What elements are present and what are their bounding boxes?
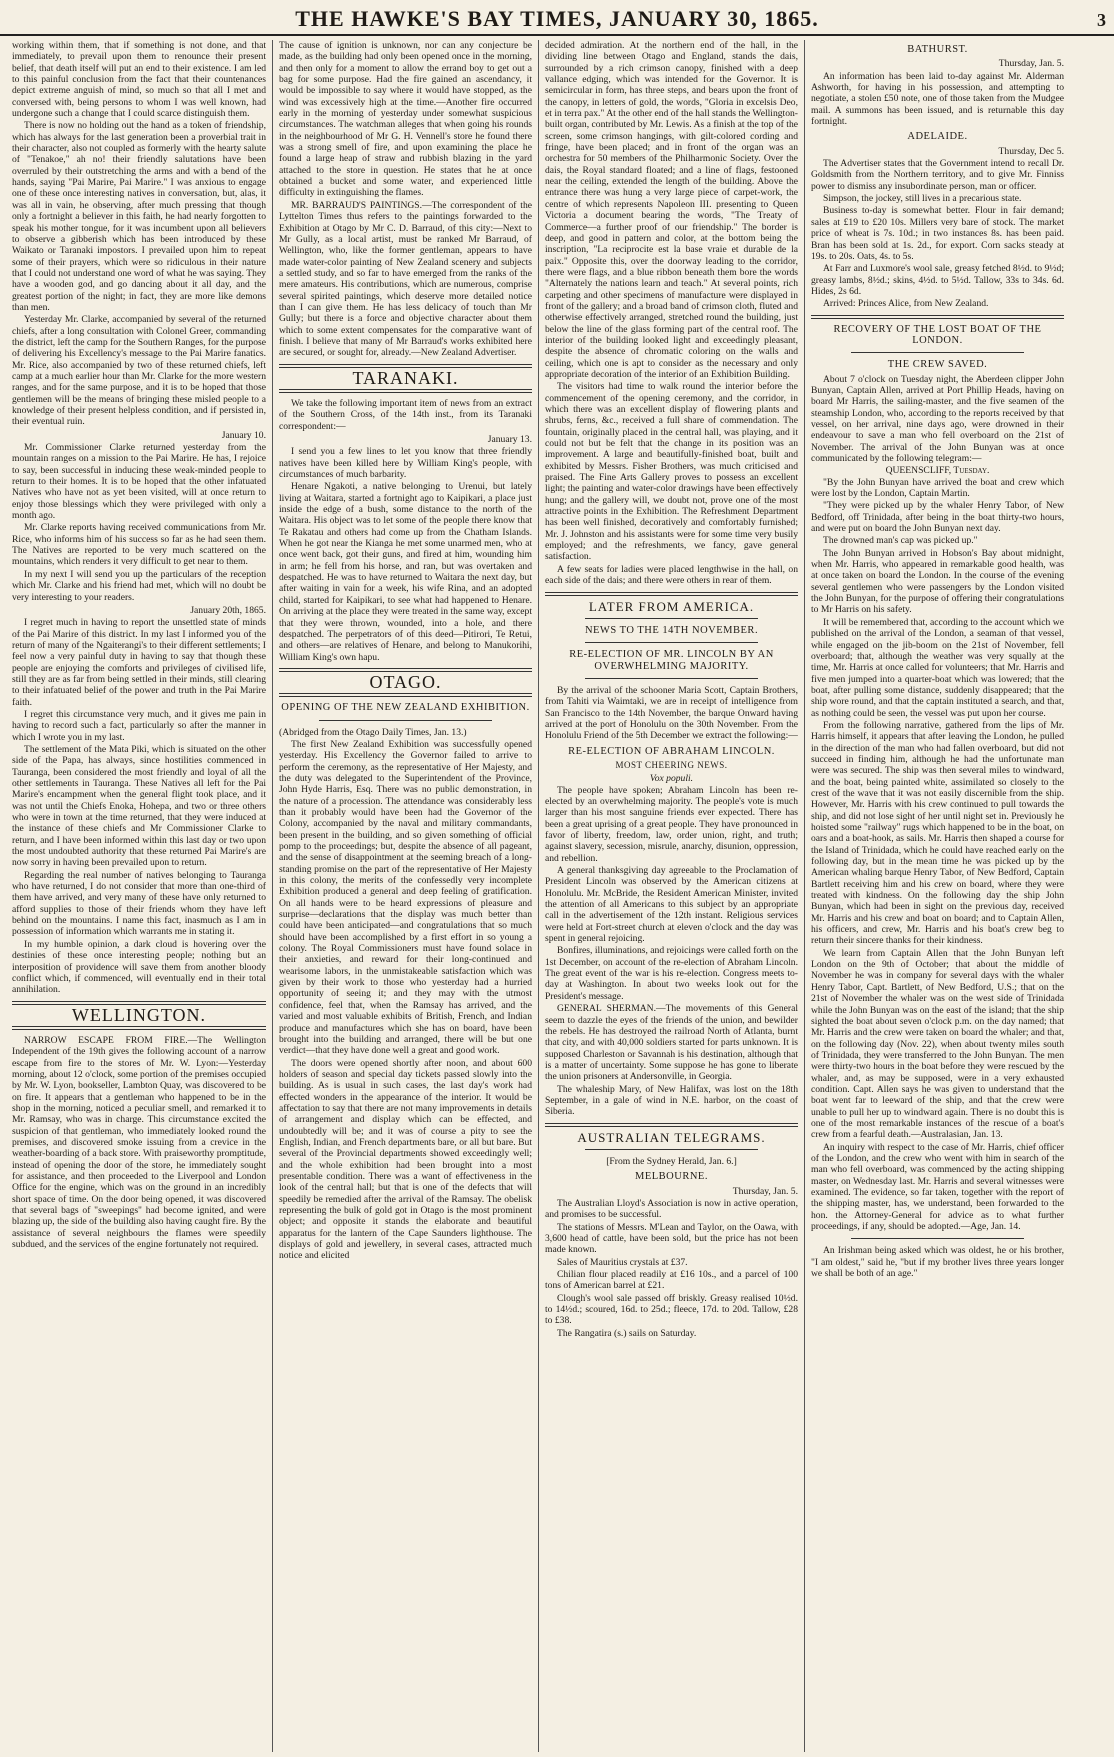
section-heading-america: LATER FROM AMERICA.	[588, 598, 755, 614]
section-divider	[545, 592, 798, 596]
source-note: [From the Sydney Herald, Jan. 6.]	[606, 1155, 737, 1167]
paragraph: Henare Ngakoti, a native belonging to Urenui, but lately living at Waitara, started a fortnight ago to Kaipikari, a place just inside the edge of a bush, some distance to the north of the Waitara. His object was to let some of the people there know that Te Rakatau and others had come up from the Chatham Islands. When he got near the Kianga he met some unarmed men, who at once went back, got their guns, and fired at him, wounding him in arm; he fell from his horse, and ran, but was overtaken and despatched. He was to have returned to Waitara the next day, but after waiting in vain for a week, his wife Rina, and an adopted child, started for Kaipikari, to see what had happened to Henare. On arriving at the place they were treated in the same way, except that they were thrown, wounded, into a hole, and there despatched. The perpetrators of of this deed—Pitirori, Te Retui, and others—are relatives of Henare, and belong to Manukorihi, William King's own hapu.	[279, 481, 532, 663]
dateline: January 20th, 1865.	[190, 604, 266, 616]
article-subheading: RE-ELECTION OF ABRAHAM LINCOLN.	[568, 745, 775, 757]
paragraph: We take the following important item of news from an extract of the Southern Cross, of the 14th inst., from its Taranaki correspondent:—	[279, 397, 532, 432]
paragraph: Mr. Commissioner Clarke returned yesterday from the mountain ranges on a mission to the Pai Marire. He has, I rejoice to say, been successful in inducing these weak-minded people to return to their homes. It is to be hoped that the other infatuated Natives who have not as yet been visited, will at once return to enjoy those blessings which they were privileged with only a month ago.	[12, 442, 266, 522]
paragraph: "By the John Bunyan have arrived the boat and crew which were lost by the London, Captain Martin.	[811, 476, 1064, 500]
place-heading-bathurst: BATHURST.	[907, 44, 968, 55]
short-rule	[851, 352, 1024, 353]
paragraph: Sales of Mauritius crystals at £37.	[557, 1256, 688, 1268]
section-divider	[811, 315, 1064, 319]
paragraph: Bonfires, illuminations, and rejoicings were called forth on the 1st December, on account of the re-election of Abraham Lincoln. The great event of the war is his re-election. Congress meets to-day at Washington. In about two weeks look out for the President's message.	[545, 945, 798, 1002]
article-subheading: OPENING OF THE NEW ZEALAND EXHIBITION.	[281, 702, 530, 714]
article-heading-recovery: RECOVERY OF THE LOST BOAT OF THE LONDON.	[833, 323, 1042, 346]
paragraph: The cause of ignition is unknown, nor can any conjecture be made, as the building had only been opened once in the morning, and then only for a moment to allow the errand boy to get out a bag for some purpose. Had the fire gained an ascendancy, it would be impossible to say where it would have stopped, as the wind was excessively high at the time.—Another fire occurred early in the morning of yesterday under somewhat suspicious circumstances. The watchman alleges that when going his rounds in the neighbourhood of Mr G. H. Vennell's store he found there was a strong smell of fire, and upon examining the place he found a large heap of straw and rubbish blazing in the yard attached to the store in question. He states that he at once obtained a bucket and some water, and experienced little difficulty in extinguishing the flames.	[279, 40, 532, 199]
paragraph: The drowned man's cap was picked up."	[823, 535, 978, 547]
paragraph: An Irishman being asked which was oldest, he or his brother, "I am oldest," said he, "but if my brother lives three years longer we shall be both of an age."	[811, 1245, 1064, 1280]
paragraph: Arrived: Princes Alice, from New Zealand.	[823, 298, 989, 310]
short-rule	[851, 1238, 1024, 1239]
paragraph: decided admiration. At the northern end of the hall, in the dividing line between Otago and England, stands the dais, surrounded by a rich crimson canopy, finished with a deep vallance edging, which was intended for the Governor. It is semicircular in form, has three steps, and bears upon the front of the canopy, in letters of gold, the words, "Gloria in excelsis Deo, et in terra pax." At the other end of the hall stands the Wellington-built organ, contributed by Mr. Lewis. As a finish at the top of the screen, some crimson hangings, with gilt-colored cording and fringe, have been placed; and in front of the organ was an orchestra for 50 members of the Philharmonic Society. Over the dais, the Royal standard floated; and a line of flags, festooned near the ceiling, extended the length of the building. Above the entrance there was hung a very large piece of carpet-work, the centre of which represents Napoleon III. presenting to Queen Victoria a document bearing the words, "The Treaty of Commerce—a further proof of our friendship." The border is deep, and good in pattern and color, at the bottom being the inscription, "La reciprocite est la base vraie et durable de la paix." Opposite this, over the doorway leading to the corridor, there were flags, and a blue ribbon beneath them bore the words "Alternately the nations learn and teach." At several points, rich carpeting and other specimens of manufacture were displayed in front of the gallery; and a broad band of crimson cloth, fluted and otherwise effectively arranged, stretched round the building, just below the line of the glass forming part of the central roof. The interior of the building looked light and exceedingly pleasant, despite the absence of chromatic coloring on the walls and ceiling, which one is apt to consider as the necessary and only appropriate decoration of the interior of an Exhibition Building.	[545, 40, 798, 380]
paragraph: An inquiry with respect to the case of Mr. Harris, chief officer of the London, and the crew who went with him in search of the man who fell overboard, was commenced by the acting shipping master, on Wednesday last. Mr. Harris and several witnesses were examined. The evidence, so far taken, together with the report of the shipping master, has, we understand, been forwarded to the hon. the Attorney-General for advice as to what further proceedings, if any, should be adopted.—Age, Jan. 14.	[811, 1141, 1064, 1233]
article-subheading: NEWS TO THE 14TH NOVEMBER.	[584, 624, 759, 636]
paragraph: The stations of Messrs. M'Lean and Taylor, on the Oawa, with 3,600 head of cattle, have been sold, but the price has not been made known.	[545, 1221, 798, 1256]
newspaper-title: THE HAWKE'S BAY TIMES, JANUARY 30, 1865.	[295, 6, 819, 31]
paragraph: The people have spoken; Abraham Lincoln has been re-elected by an overwhelming majority. The people's vote is much larger than his most sanguine friends ever expected. There has been a great uprising of a great people. They have pronounced in favor of liberty, freedom, law, order union, right, and truth; against slavery, secession, misrule, anarchy, disunion, oppression, and rebellion.	[545, 784, 798, 864]
place-heading-melbourne: MELBOURNE.	[635, 1171, 708, 1183]
dateline: January 13.	[487, 434, 532, 445]
source-note: (Abridged from the Otago Daily Times, Jan. 13.)	[279, 726, 467, 738]
paragraph: GENERAL SHERMAN.—The movements of this General seem to dazzle the eyes of the friends of the union, and bewilder the rebels. He has destroyed the railroad North of Atlanta, burnt that city, and with 40,000 soldiers started for parts unknown. It is supposed Charleston or Savannah is his destination, although that is a matter of uncertainty. Some suppose he has gone to liberate the union prisoners at Andersonville, in Georgia.	[545, 1003, 798, 1083]
section-divider	[279, 693, 532, 697]
dateline: Thursday, Dec 5.	[998, 145, 1064, 157]
section-divider	[545, 1123, 798, 1127]
article-subheading: RE-ELECTION OF MR. LINCOLN BY AN OVERWHELMING MAJORITY.	[569, 649, 774, 672]
place-heading-adelaide: ADELAIDE.	[907, 131, 968, 143]
column-3	[538, 40, 804, 1752]
paragraph: working within them, that if something is not done, and that immediately, to prevail upon them to renounce their present belief, that death itself will put an end to their existence. I am led to this painful conclusion from the fact that their countenances depict extreme anguish of mind, so much so that all I met and conversed with, being persons to whom I was well known, had undergone such a change that I could scarce distinguish them.	[12, 40, 266, 120]
section-heading-otago: OTAGO.	[369, 671, 442, 692]
short-rule	[585, 678, 758, 679]
section-heading-taranaki: TARANAKI.	[352, 367, 459, 388]
paragraph: The Australian Lloyd's Association is now in active operation, and promises to be successful.	[545, 1197, 798, 1221]
column-4	[804, 40, 1070, 1752]
motto: Vox populi.	[649, 773, 694, 785]
paragraph: In my humble opinion, a dark cloud is hovering over the destinies of these once interesting people; nothing but an interposition of providence will save them from another bloody conflict which, if commenced, will eventually end in their total annihilation.	[12, 938, 266, 996]
paragraph: In my next I will send you up the particulars of the reception which Mr. Clarke and his friend had met, which will no doubt be very interesting to your readers.	[12, 568, 266, 603]
short-rule	[585, 642, 758, 643]
paragraph: Yesterday Mr. Clarke, accompanied by several of the returned chiefs, after a long consultation with Colonel Greer, commanding the district, left the camp for the Southern Ranges, for the purpose of delivering his Excellency's message to the Pai Marire fanatics. Mr. Rice, also accompanied by two of these returned chiefs, left camp at a much earlier hour than Mr. Clarke for the more western ranges, and for the same purpose, and it is to be hoped that those gentlemen will be the means of bringing these misled people to a knowledge of their present helpless condition, and if persisted in, their eventual ruin.	[12, 314, 266, 428]
paragraph: The Advertiser states that the Government intend to recall Dr. Goldsmith from the Northern territory, and to give Mr. Finniss power to dismiss any insubordinate person, man or officer.	[811, 158, 1064, 192]
column-1	[6, 40, 272, 1752]
paragraph: NARROW ESCAPE FROM FIRE.—The Wellington Independent of the 19th gives the following account of a narrow escape from fire to the stores of Mr. W. Lyon:—Yesterday morning, about 12 o'clock, some portion of the premises occupied by Mr. W. Lyon, bookseller, Lambton Quay, was discovered to be on fire. It appears that a gentleman who happened to be in the shop in the morning, noticed a peculiar smell, and remarked it to Mr. Ramsay, who was in charge. This circumstance excited the suspicion of that gentleman, who immediately looked round the premises, and discovered smoke issuing from a crevice in the weather-boarding of a back store. With praiseworthy promptitude, instead of opening the door of the store, he immediately sought for assistance, and then proceeded to the Liverpool and London Office for the engine, which was on the ground in an incredibly short space of time. On the door being opened, it was discovered that several bags of "sweepings" had become ignited, and were blazing up, the side of the building also having caught fire. By the assistance of several neighbours the flames were speedily subdued, and the services of the engine fortunately not required.	[12, 1034, 266, 1251]
columns	[6, 40, 1108, 1752]
paragraph: We learn from Captain Allen that the John Bunyan left London on the 9th of October; that about the middle of November he was in company for several days with the whaler Henry Tabor, Capt. Bartlett, of New Bedford, U.S.; that on the 21st of November the whaler was on the west side of Trinidada while the John Bunyan was on the east of the island; that the ship sighted the boat about seven o'clock p.m. on the day named; that Mr. Harris and the crew were taken on board the whaler; and that, on the following day (Nov. 22), when about twenty miles south of Trinidada, they were transferred to the John Bunyan. The men were thirty-two hours in the boat before they were rescued by the whaler, and, as may be supposed, were in a very exhausted condition. Capt. Allen says he was given to understand that the boat went far to leeward of the ship, and that the crew were unable to pull her up to windward again. There is no doubt this is one of the most remarkable instances of the rescue of a boat's crew from a fearful death.—Australasian, Jan. 13.	[811, 947, 1064, 1141]
paragraph: I regret this circumstance very much, and it gives me pain in having to record such a fact, particularly so after the manner in which I wrote you in my last.	[12, 708, 266, 743]
section-divider	[12, 1026, 266, 1030]
paragraph: A few seats for ladies were placed lengthwise in the hall, on each side of the dais; and there were others in rear of them.	[545, 563, 798, 587]
page-number: 3	[1097, 10, 1106, 30]
paragraph: The doors were opened shortly after noon, and about 600 holders of season and special day tickets passed slowly into the building. As is usual in such cases, the last day's work had effected wonders in the appearance of the interior. It would be affectation to say that there are not many improvements in details of arrangement and display which can be effected, and undoubtedly will be; and it was of course a pity to see the English, Indian, and French departments bare, or all but bare. But several of the Provincial departments showed exceedingly well; and the whole exhibition had been brought into a most presentable condition. There was a want of effectiveness in the look of the central hall; but that is one of the defects that will speedily be remedied after the arrival of the Ramsay. The obelisk representing the bulk of gold got in Otago is the most prominent object; and opposite it stands the elaborate and beautiful apparatus for the lantern of the Cape Saunders lighthouse. The displays of gold and jewellery, in several cases, attracted much notice and elicited	[279, 1057, 532, 1262]
section-heading-telegrams: AUSTRALIAN TELEGRAMS.	[577, 1129, 766, 1145]
dateline: January 10.	[221, 429, 266, 441]
paragraph: "They were picked up by the whaler Henry Tabor, of New Bedford, off Trinidada, after being in the boat thirty-two hours, and were put on board the John Bunyan next day.	[811, 500, 1064, 535]
paragraph: From the following narrative, gathered from the lips of Mr. Harris himself, it appears that after leaving the London, he pulled in the direction of the man who had fallen overboard, but did not succeed in finding him, although he had the unfortunate man were was secured. The ship was then several miles to windward, and the boat, being painted white, assimilated so closely to the crest of the wave that it was not easily discernible from the ship. However, Mr. Harris with his crew continued to pull towards the ship, and did not lose sight of her until night set in. Previously he hoisted some "railway" rugs which happened to be in the boat, on oars and a boat-hook, as sails. Mr. Harris then shaped a course for the Island of Trinidada, which he could have reached early on the following day, but in the mean time he was picked up by the American whaling barque Henry Tabor, of New Bedford, Captain Bartlett receiving him and his crew on board, where they were treated with kindness. On the following day the ship John Bunyan, which had been in sight on the previous day, received Mr. Harris and his crew and boat on board; and to Captain Allen, his officers, and crew, Mr. Harris and his boat's crew beg to return their sincere thanks for their kindness.	[811, 719, 1064, 947]
article-kicker: MOST CHEERING NEWS.	[615, 759, 728, 770]
paragraph: The first New Zealand Exhibition was successfully opened yesterday. His Excellency the Governor failed to arrive to perform the ceremony, as the representative of Her Majesty, and the duty was delegated to the Superintendent of the Province, John Hyde Harris, Esq. There was no public demonstration, in the nature of a procession. The attendance was considerably less than it probably would have been had the Governor of the Colony, accompanied by the naval and military commandants, been present in the building, and so given something of official pomp to the proceedings; but, despite the absence of all pageant, and the sense of disappointment at the seeming breach of a long-standing promise on the part of the representative of Her Majesty in this colony, the merits of the confessedly very incomplete Exhibition produced a general and deep feeling of gratification. On all hands were to be heard expressions of pleasure and surprise—declarations that the display was much better than could have been anticipated—and congratulations that so much should have been accomplished by a first effort in so young a colony. The Royal Commissioners must have found solace in their anxieties, and reward for their long-continued and wearisome labors, in the unmistakeable satisfaction which was given by their work to those who yesterday had a hurried opportunity of seeing it; and they may with the utmost confidence, feel that, when the Ramsay has arrived, and the varied and most valuable exhibits of British, French, and Indian produce and manufactures which she has on board, have been brought into the building and arranged, there will be but one verdict—that they have done well a great and good work.	[279, 738, 532, 1057]
paragraph: An information has been laid to-day against Mr. Alderman Ashworth, for having in his possession, and attempting to negotiate, a stolen £50 note, one of those taken from the Mudgee mail. A summons has been issued, and is returnable this day fortnight.	[811, 70, 1064, 128]
paragraph: At Farr and Luxmore's wool sale, greasy fetched 8½d. to 9½d; greasy lambs, 8½d.; skins, 4½d. to 5½d. Tallow, 33s to 34s. 6d. Hides, 2s 6d.	[811, 263, 1064, 297]
paragraph: There is now no holding out the hand as a token of friendship, which has always for the last generation been a proverbial trait in their character, also not coupled as formerly with the hearty salute of "Tenakoe," ah no! their friendly salutations have been overruled by their outstretching the arms and with a bend of the hands, saying "Pai Marire, Pai Marire." I was anxious to engage one of these once interesting natives in conversation, but, alas, it was all in vain, he observing, after much pressing that though only a fortnight a believer in this faith, he had nearly forgotten to speak his mother tongue, for it was incumbent upon all believers to observe a gibberish which has been introduced by these Waikato or Taranaki impostors. I prevailed upon him to repeat some of their prayers, which were so ridiculous in their nature that I could not understand one word of what he was saying. They have a wooden god, and go dancing about it all day, and the greatest portion of the night; in fact, they are more like demons than men.	[12, 120, 266, 313]
section-heading-wellington: WELLINGTON.	[71, 1004, 207, 1025]
paragraph: The visitors had time to walk round the interior before the commencement of the opening ceremony, and the corridor, in which there was an excellent display of flowering plants and shrubs, ferns, &c., received a full share of commendation. The fountain, originally placed in the central hall, was playing, and it could not but be felt that the change in its position was an improvement. A large and beautifully-finished boat, built and exhibited by Messrs. Fisher Brothers, was much criticised and praised. The Fine Arts Gallery proves to possess an excellent light; the painting and water-color drawings have been effectively hung; and the gallery will, we doubt not, prove one of the most attractive points in the Exhibition. The Refreshment Department has been well finished, decoratively and comfortably furnished; Mr. J. Johnston and his assistants were for some time very busily employed; and the refreshments, we fancy, gave general satisfaction.	[545, 381, 798, 563]
paragraph: Clough's wool sale passed off briskly. Greasy realised 10½d. to 14½d.; scoured, 16d. to 25d.; fleece, 17d. to 20d. Tallow, £28 to £38.	[545, 1292, 798, 1327]
paragraph: Chilian flour placed readily at £16 10s., and a parcel of 100 tons of American barrel at £21.	[545, 1269, 798, 1292]
paragraph: I regret much in having to report the unsettled state of minds of the Pai Marire of this district. In my last I informed you of the return of many of the Ngaiterangi's to their different settlements; I feel now a very painful duty in having to say that though these people are enjoying the comforts and privileges of civilised life, still they are as far from being settled in their minds, still clearing to their infatuated belief of the power and truth in the Pai Marire faith.	[12, 617, 266, 708]
paragraph: I send you a few lines to let you know that three friendly natives have been killed here by William King's people, with circumstances of much barbarity.	[279, 446, 532, 481]
section-divider	[12, 1001, 266, 1005]
column-2	[272, 40, 538, 1752]
paragraph: The whaleship Mary, of New Halifax, was lost on the 18th September, in a gale of wind in N.E. harbor, on the coast of Siberia.	[545, 1083, 798, 1118]
dateline: Thursday, Jan. 5.	[998, 58, 1064, 70]
paragraph: A general thanksgiving day agreeable to the Proclamation of President Lincoln was observed by the American citizens at Honolulu. Mr. McBride, the Resident American Minister, invited the attention of all Americans to this subject by an appropriate call in the advertisement of the 12th instant. Religious services were held at Fort-street church at eleven o'clock and the day was spent in general rejoicing.	[545, 865, 798, 945]
short-rule	[585, 618, 758, 619]
paragraph: MR. BARRAUD'S PAINTINGS.—The correspondent of the Lyttelton Times thus refers to the paintings forwarded to the Exhibition at Otago by Mr C. D. Barraud, of this city:—Next to Mr Gully, as a local artist, must be ranked Mr Barraud, of Wellington, who, like the former gentleman, appears to have made water-color painting of New Zealand scenery and subjects a settled study, and so far to have emerged from the ranks of the mere amateurs. His contributions, which are numerous, comprise several spirited paintings, which deserve more detailed notice than I can give them. He has less delicacy of touch than Mr Gully; but there is a force and objective character about them which to some extent compensates for the comparative want of finish. I believe that many of Mr Barraud's works exhibited here are secured, or sought for, already.—New Zealand Advertiser.	[279, 199, 532, 359]
paragraph: It will be remembered that, according to the account which we published on the arrival of the London, a seaman of that vessel, while engaged on the jib-boom on the 21st of November, fell overboard; that, although the weather was very squally at the time, Mr. Harris at once called for volunteers; that Mr. Harris and five men jumped into a quarter-boat which was lowered; that the boat, after pulling some distance, suddenly disappeared; that the ship wore round, and that the captain instituted a search, and that, as nothing could be seen, the vessel was put upon her course.	[811, 616, 1064, 719]
dateline: Thursday, Jan. 5.	[732, 1185, 798, 1197]
section-divider	[279, 389, 532, 393]
paragraph: By the arrival of the schooner Maria Scott, Captain Brothers, from Tahiti via Waimtaki, we are in receipt of intelligence from San Francisco to the 14th November, the barque Onward having arrived at the port of Honolulu on the 30th November. From the Honolulu Friend of the 5th December we extract the following:—	[545, 684, 798, 742]
paragraph: The Rangatira (s.) sails on Saturday.	[557, 1327, 697, 1339]
short-rule	[319, 720, 492, 721]
paragraph: The John Bunyan arrived in Hobson's Bay about midnight, when Mr. Harris, who appeared in remarkable good health, was at once taken on board the London. In the course of the evening several gentlemen who were passengers by the London visited the John Bunyan, for the purpose of offering their congratulations to Mr Harris on his safety.	[811, 547, 1064, 616]
paragraph: Regarding the real number of natives belonging to Tauranga who have returned, I do not consider that more than one-third of them have arrived, and very many of these have only returned to afford supplies to those of their friends whom they have left behind on the mountains. I name this fact, inasmuch as I am in possession of information which warrants me in stating it.	[12, 869, 266, 938]
short-rule	[585, 1149, 758, 1150]
paragraph: Simpson, the jockey, still lives in a precarious state.	[823, 193, 1022, 205]
article-subheading: THE CREW SAVED.	[887, 359, 988, 371]
paragraph: Business to-day is somewhat better. Flour in fair demand; sales at £19 to £20 10s. Millers very bare of stock. The market price of wheat is 7s. 10d.; in two instances 8s. has been paid. Bran has been sold at 1s. 2d., for export. Corn sacks steady at 19s. to 20s. Oats, 4s. to 5s.	[811, 205, 1064, 262]
paragraph: Mr. Clarke reports having received communications from Mr. Rice, who informs him of his success so far as he had seen them. The Natives are reported to be very much scattered on the mountains, which renders it very difficult to get near to them.	[12, 522, 266, 568]
paragraph: The settlement of the Mata Piki, which is situated on the other side of the Papa, has always, since hostilities commenced in Tauranga, been considered the most friendly and loyal of all the other settlements in Tauranga. These Natives all left for the Pai Marire's encampment when the general flight took place, and it was not until the Chiefs Enoka, Hohepa, and two or three others who were in town at the time returned, that they were induced at the instance of these chiefs and Mr Commissioner Clarke to return, and I have been informed within this last day or two upon the most undoubted authority that these returned Pai Marire's are now sorry in having been prevailed upon to return.	[12, 743, 266, 869]
masthead	[0, 0, 1114, 36]
telegram-dateline: QUEENSCLIFF, Tuesday.	[885, 465, 990, 477]
paragraph: About 7 o'clock on Tuesday night, the Aberdeen clipper John Bunyan, Captain Allen, arrived at Port Phillip Heads, having on board Mr Harris, the sailing-master, and the five seamen of the steamship London, who, according to the reports received by that vessel, on her arrival, nine days ago, were drowned in their endeavour to save a man who fell overboard on the 21st of November. The arrival of the John Bunyan was at once communicated by the following telegram:—	[811, 373, 1064, 464]
